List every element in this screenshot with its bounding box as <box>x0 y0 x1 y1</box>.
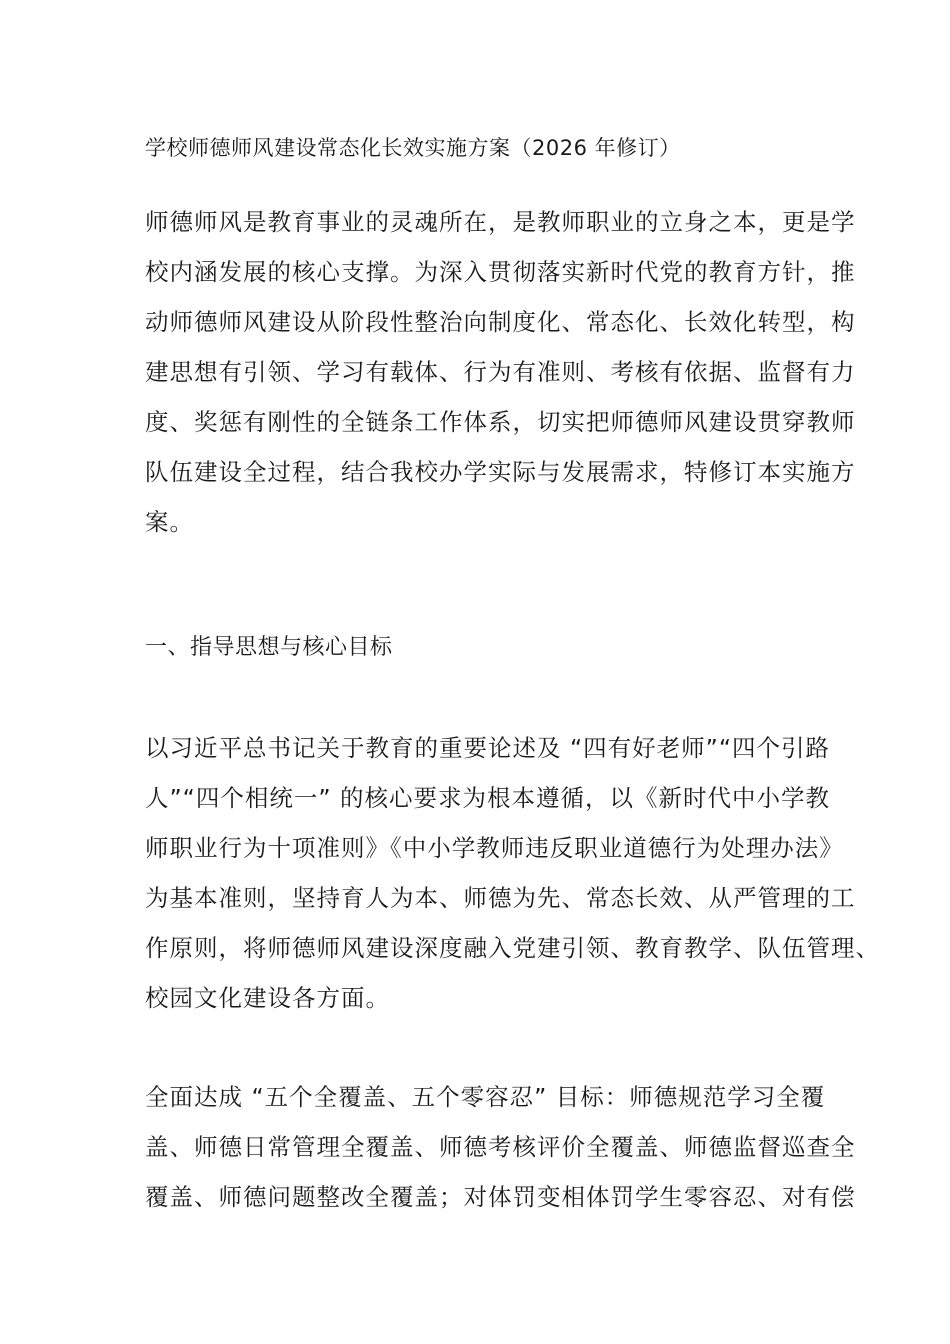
paragraph-line: 度、奖惩有刚性的全链条工作体系，切实把师德师风建设贯穿教师 <box>145 408 856 436</box>
paragraph-line: 全面达成 “五个全覆盖、五个零容忍” 目标：师德规范学习全覆 <box>145 1083 826 1111</box>
paragraph-line: 覆盖、师德问题整改全覆盖；对体罚变相体罚学生零容忍、对有偿 <box>145 1183 856 1211</box>
paragraph-line: 为基本准则，坚持育人为本、师德为先、常态长效、从严管理的工 <box>145 884 856 912</box>
paragraph-line: 建思想有引领、学习有载体、行为有准则、考核有依据、监督有力 <box>145 358 856 386</box>
paragraph-line: 校内涵发展的核心支撑。为深入贯彻落实新时代党的教育方针，推 <box>145 258 856 286</box>
document-title: 学校师德师风建设常态化长效实施方案（2026 年修订） <box>145 136 681 160</box>
paragraph-line: 动师德师风建设从阶段性整治向制度化、常态化、长效化转型，构 <box>145 308 856 336</box>
paragraph-line: 以习近平总书记关于教育的重要论述及 “四有好老师”“四个引路 <box>145 734 830 762</box>
paragraph-line: 人”“四个相统一” 的核心要求为根本遵循，以《新时代中小学教 <box>145 784 830 812</box>
paragraph-line: 校园文化建设各方面。 <box>145 984 390 1012</box>
paragraph-line: 作原则，将师德师风建设深度融入党建引领、教育教学、队伍管理、 <box>145 934 880 962</box>
paragraph-line: 师职业行为十项准则》《中小学教师违反职业道德行为处理办法》 <box>145 834 844 862</box>
paragraph-line: 案。 <box>145 508 194 536</box>
goals-paragraph <box>145 1072 856 1222</box>
intro-paragraph <box>145 197 856 547</box>
guiding-thought-paragraph <box>145 723 880 1023</box>
paragraph-line: 队伍建设全过程，结合我校办学实际与发展需求，特修订本实施方 <box>145 458 856 486</box>
paragraph-line: 师德师风是教育事业的灵魂所在，是教师职业的立身之本，更是学 <box>145 208 856 236</box>
paragraph-line: 盖、师德日常管理全覆盖、师德考核评价全覆盖、师德监督巡查全 <box>145 1133 856 1161</box>
section-heading: 一、指导思想与核心目标 <box>145 635 393 660</box>
